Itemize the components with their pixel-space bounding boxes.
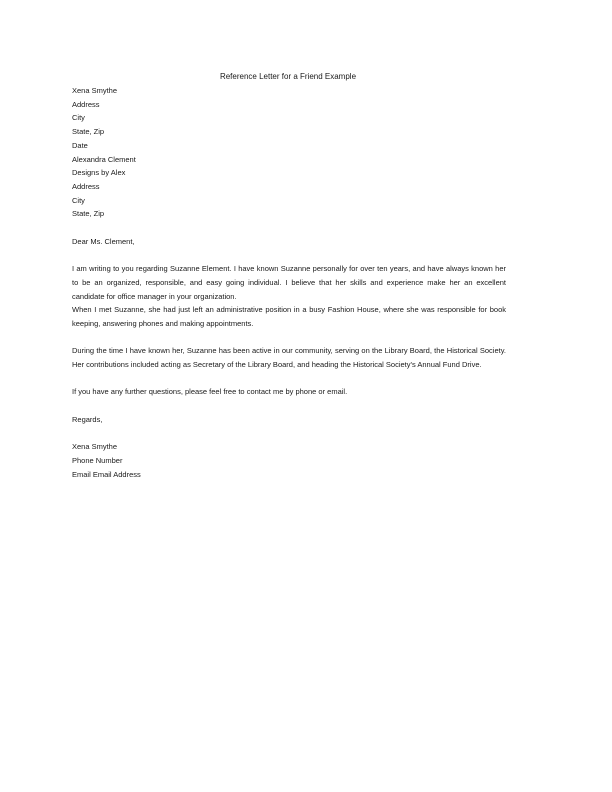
spacer [72,399,506,413]
closing: Regards, [72,414,103,424]
spacer [72,248,506,262]
letter-body [72,84,506,481]
recipient-city: City [72,195,85,205]
body-paragraph-4: If you have any further questions, please feel free to contact me by phone or email. [72,387,348,397]
body-paragraph-1: I am writing to you regarding Suzanne Element. I have known Suzanne personally for over ten years, and have always known her to be an organized, responsible, and easy going individual. I believe that her skills and experience make her an excellent candidate for office manager in your organization. [72,264,506,301]
recipient-address: Address [72,181,100,191]
sender-address: Address [72,99,100,109]
body-paragraph-3: During the time I have known her, Suzanne has been active in our community, serving on the Library Board, the Historical Society. Her contributions included acting as Secretary of the Library Board, and heading the Historical Society's Annual Fund Drive. [72,346,506,370]
recipient-company: Designs by Alex [72,168,126,178]
recipient-state-zip: State, Zip [72,209,105,219]
signature-email: Email Email Address [72,469,141,479]
signature-name: Xena Smythe [72,442,118,452]
sender-block [72,84,506,153]
recipient-block [72,153,506,222]
document-title: Reference Letter for a Friend Example [219,72,357,81]
signature-phone: Phone Number [72,455,123,465]
spacer [72,372,506,386]
sender-city: City [72,113,85,123]
body-paragraph-2: When I met Suzanne, she had just left an administrative position in a busy Fashion House, where she was responsible for book keeping, answering phones and making appointments. [72,305,506,328]
spacer [72,331,506,345]
signature-block [72,440,506,481]
sender-name: Xena Smythe [72,86,118,95]
spacer [72,427,506,441]
recipient-name: Alexandra Clement [72,154,136,164]
salutation: Dear Ms. Clement, [72,236,135,246]
letter-date: Date [72,140,88,150]
sender-state-zip: State, Zip [72,127,105,137]
spacer [72,221,506,235]
